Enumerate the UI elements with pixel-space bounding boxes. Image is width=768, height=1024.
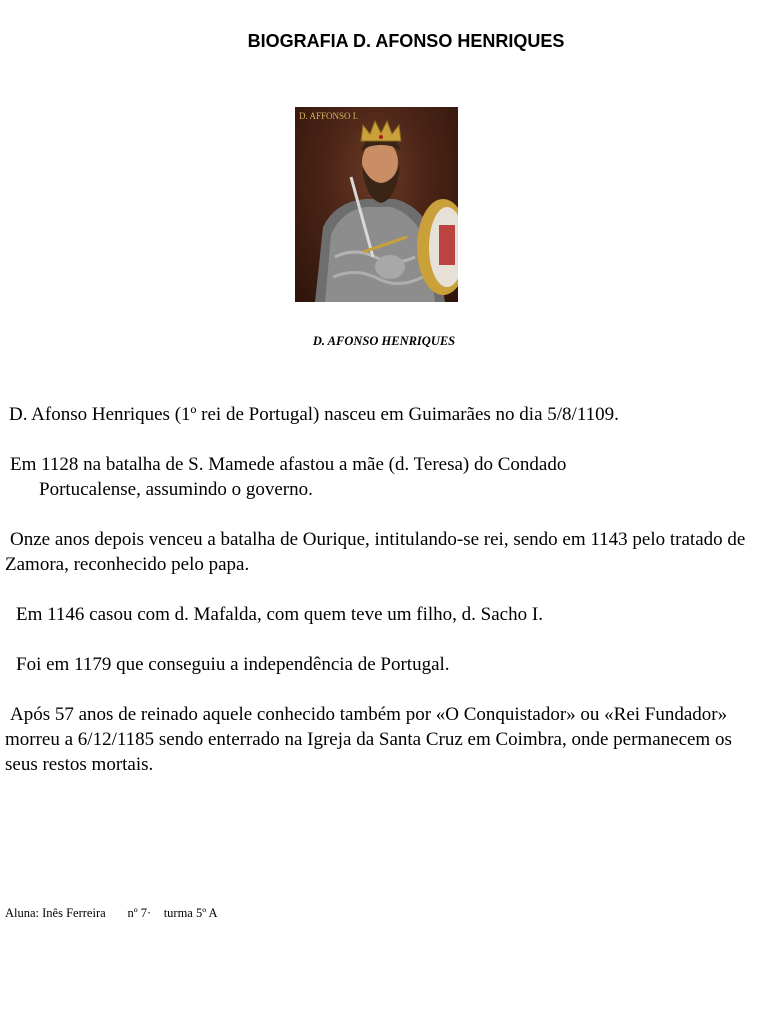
portrait-inscription: D. AFFONSO I. (299, 111, 359, 121)
paragraph-independence: Foi em 1179 que conseguiu a independência de Portugal. (16, 654, 450, 675)
paragraph-ourique: Onze anos depois venceu a batalha de Ourique, intitulando-se rei, sendo em 1143 pelo tratado de Zamora, reconhecido pelo papa. (5, 529, 746, 575)
king-portrait-illustration (295, 107, 458, 302)
paragraph-birth: D. Afonso Henriques (1º rei de Portugal) nasceu em Guimarães no dia 5/8/1109. (9, 404, 619, 425)
paragraph-death: Após 57 anos de reinado aquele conhecido também por «O Conquistador» ou «Rei Fundador» morreu a 6/12/1185 sendo enterrado na Igreja da Santa Cruz em Coimbra, onde permanecem os seus restos mortais. (5, 704, 732, 775)
paragraph-sao-mamede-line1: Em 1128 na batalha de S. Mamede afastou a mãe (d. Teresa) do Condado (10, 454, 567, 475)
document-title: BIOGRAFIA D. AFONSO HENRIQUES (247, 31, 565, 51)
portrait-image (295, 107, 458, 302)
footer-student: Aluna: Inês Ferreira (5, 906, 106, 920)
biography-text (5, 402, 767, 802)
portrait-caption: D. AFONSO HENRIQUES (312, 334, 456, 348)
author-footer (5, 906, 218, 921)
footer-class: turma 5º A (163, 906, 218, 920)
paragraph-marriage: Em 1146 casou com d. Mafalda, com quem teve um filho, d. Sacho I. (16, 604, 543, 625)
footer-number: nº 7· (127, 906, 152, 920)
paragraph-sao-mamede-line2: Portucalense, assumindo o governo. (39, 479, 313, 500)
